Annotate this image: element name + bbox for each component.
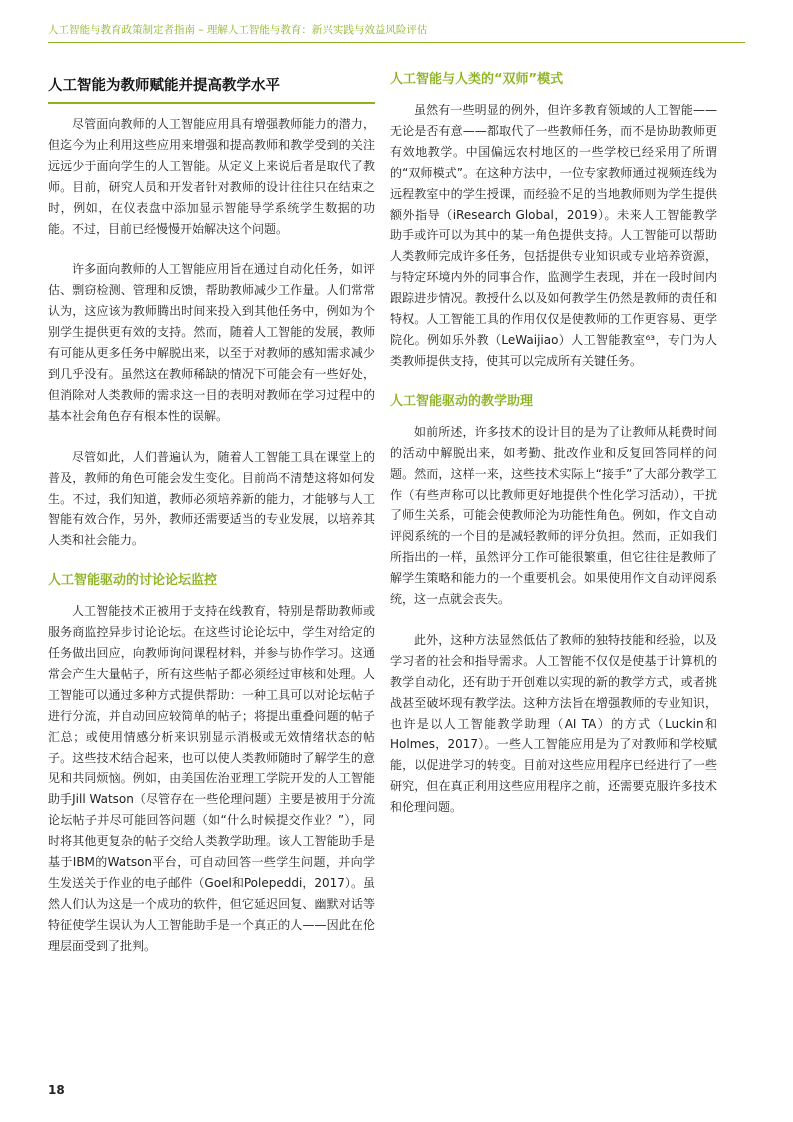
paragraph: 此外，这种方法显然低估了教师的独特技能和经验，以及学习者的社会和指导需求。人工智能不仅仅是使基于计算机的教学自动化，还有助于开创难以实现的新的教学方式，或者挑战甚至破坏现有教学法。这种方法旨在增强教师的专业知识，也许是以人工智能教学助理（AI TA）的方式（Luckin和Holmes，2017）。一些人工智能应用是为了对教师和学校赋能，以促进学习的转变。目前对这些应用程序已经进行了一些研究，但在真正利用这些应用程序之前，还需要克服许多技术和伦理问题。 (390, 632, 717, 815)
paragraph: 虽然有一些明显的例外，但许多教育领域的人工智能——无论是否有意——都取代了一些教师任务，而不是协助教师更有效地教学。中国偏远农村地区的一些学校已经采用了所谓的“双师模式”。在这种方法中，一位专家教师通过视频连线为远程教室中的学生授课，而经验不足的当地教师则为学生提供额外指导（iResearch Global，2019）。未来人工智能教学助手或许可以为其中的某一角色提供支持。人工智能可以帮助人类教师完成许多任务，包括提供专业知识或专业培养资源，与特定环境内外的同事合作，监测学生表现，并在一段时间内跟踪进步情况。教授什么以及如何教学生仍然是教师的责任和特权。人工智能工具的作用仅仅是使教师的工作更容易、更学院化。例如乐外教（LeWaijiao）人工智能教室⁶³，专门为人类教师提供支持，使其可以完成所有关键任务。 (390, 103, 717, 368)
section-title-teacher-empowerment: 人工智能为教师赋能并提高教学水平 (48, 76, 375, 104)
paragraph: 许多面向教师的人工智能应用旨在通过自动化任务，如评估、剽窃检测、管理和反馈，帮助教师减少工作量。人们常常认为，这应该为教师腾出时间来投入到其他任务中，例如为个别学生提供更有效的支持。然而，随着人工智能的发展，教师有可能从更多任务中解脱出来，以至于对教师的感知需求减少到几乎没有。虽然这在教师稀缺的情况下可能会有一些好处，但消除对人类教师的需求这一目的表明对教师在学习过程中的基本社会角色存有根本性的误解。 (48, 262, 375, 423)
running-header: 人工智能与教育政策制定者指南 – 理解人工智能与教育：新兴实践与效益风险评估 (48, 24, 428, 36)
right-column (390, 70, 717, 818)
paragraph: 尽管面向教师的人工智能应用具有增强教师能力的潜力，但迄今为止利用这些应用来增强和提高教师和教学受到的关注远远少于面向学生的人工智能。从定义上来说后者是取代了教师。目前，研究人员和开发者针对教师的设计往往只在结束之时，例如，在仪表盘中添加显示智能导学系统学生数据的功能。不过，目前已经慢慢开始解决这个问题。 (48, 117, 375, 236)
page-number: 18 (48, 1083, 65, 1097)
subsection-title-forum-monitoring: 人工智能驱动的讨论论坛监控 (48, 573, 218, 589)
left-column (48, 70, 375, 957)
subsection-title-dual-teacher: 人工智能与人类的“双师”模式 (390, 72, 564, 87)
paragraph: 人工智能技术正被用于支持在线教育，特别是帮助教师或服务商监控异步讨论论坛。在这些讨论论坛中，学生对给定的任务做出回应，向教师询问课程材料，并参与协作学习。这通常会产生大量帖子，所有这些帖子都必须经过审核和处理。人工智能可以通过多种方式提供帮助：一种工具可以对论坛帖子进行分流，并自动回应较简单的帖子；将提出重叠问题的帖子汇总；或使用情感分析来识别显示消极或无效情绪状态的帖子。这些技术结合起来，也可以使人类教师随时了解学生的意见和共同烦恼。例如，由美国佐治亚理工学院开发的人工智能助手Jill Watson（尽管存在一些伦理问题）主要是被用于分流论坛帖子并尽可能回答问题（如“什么时候提交作业？”），同时将其他更复杂的帖子交给人类教学助理。该人工智能助手是基于IBM的Watson平台，可自动回答一些学生问题，并向学生发送关于作业的电子邮件（Goel和Polepeddi，2017）。虽然人们认为这是一个成功的软件，但它延迟回复、幽默对话等特征使学生误认为人工智能助手是一个真正的人——因此在伦理层面受到了批判。 (48, 604, 375, 953)
header-rule (48, 42, 745, 43)
paragraph: 如前所述，许多技术的设计目的是为了让教师从耗费时间的活动中解脱出来，如考勤、批改作业和反复回答同样的问题。然而，这样一来，这些技术实际上“接手”了大部分教学工作（有些声称可以比教师更好地提供个性化学习活动），干扰了师生关系，可能会使教师沦为功能性角色。例如，作文自动评阅系统的一个目的是减轻教师的评分负担。然而，正如我们所指出的一样，虽然评分工作可能很繁重，但它往往是教师了解学生策略和能力的一个重要机会。如果使用作文自动评阅系统，这一点就会丧失。 (390, 424, 717, 607)
paragraph: 尽管如此，人们普遍认为，随着人工智能工具在课堂上的普及，教师的角色可能会发生变化。目前尚不清楚这将如何发生。不过，我们知道，教师必须培养新的能力，才能够与人工智能有效合作，另外，教师还需要适当的专业发展，以培养其人类和社会能力。 (48, 449, 375, 548)
subsection-title-teaching-assistant: 人工智能驱动的教学助理 (390, 393, 534, 409)
